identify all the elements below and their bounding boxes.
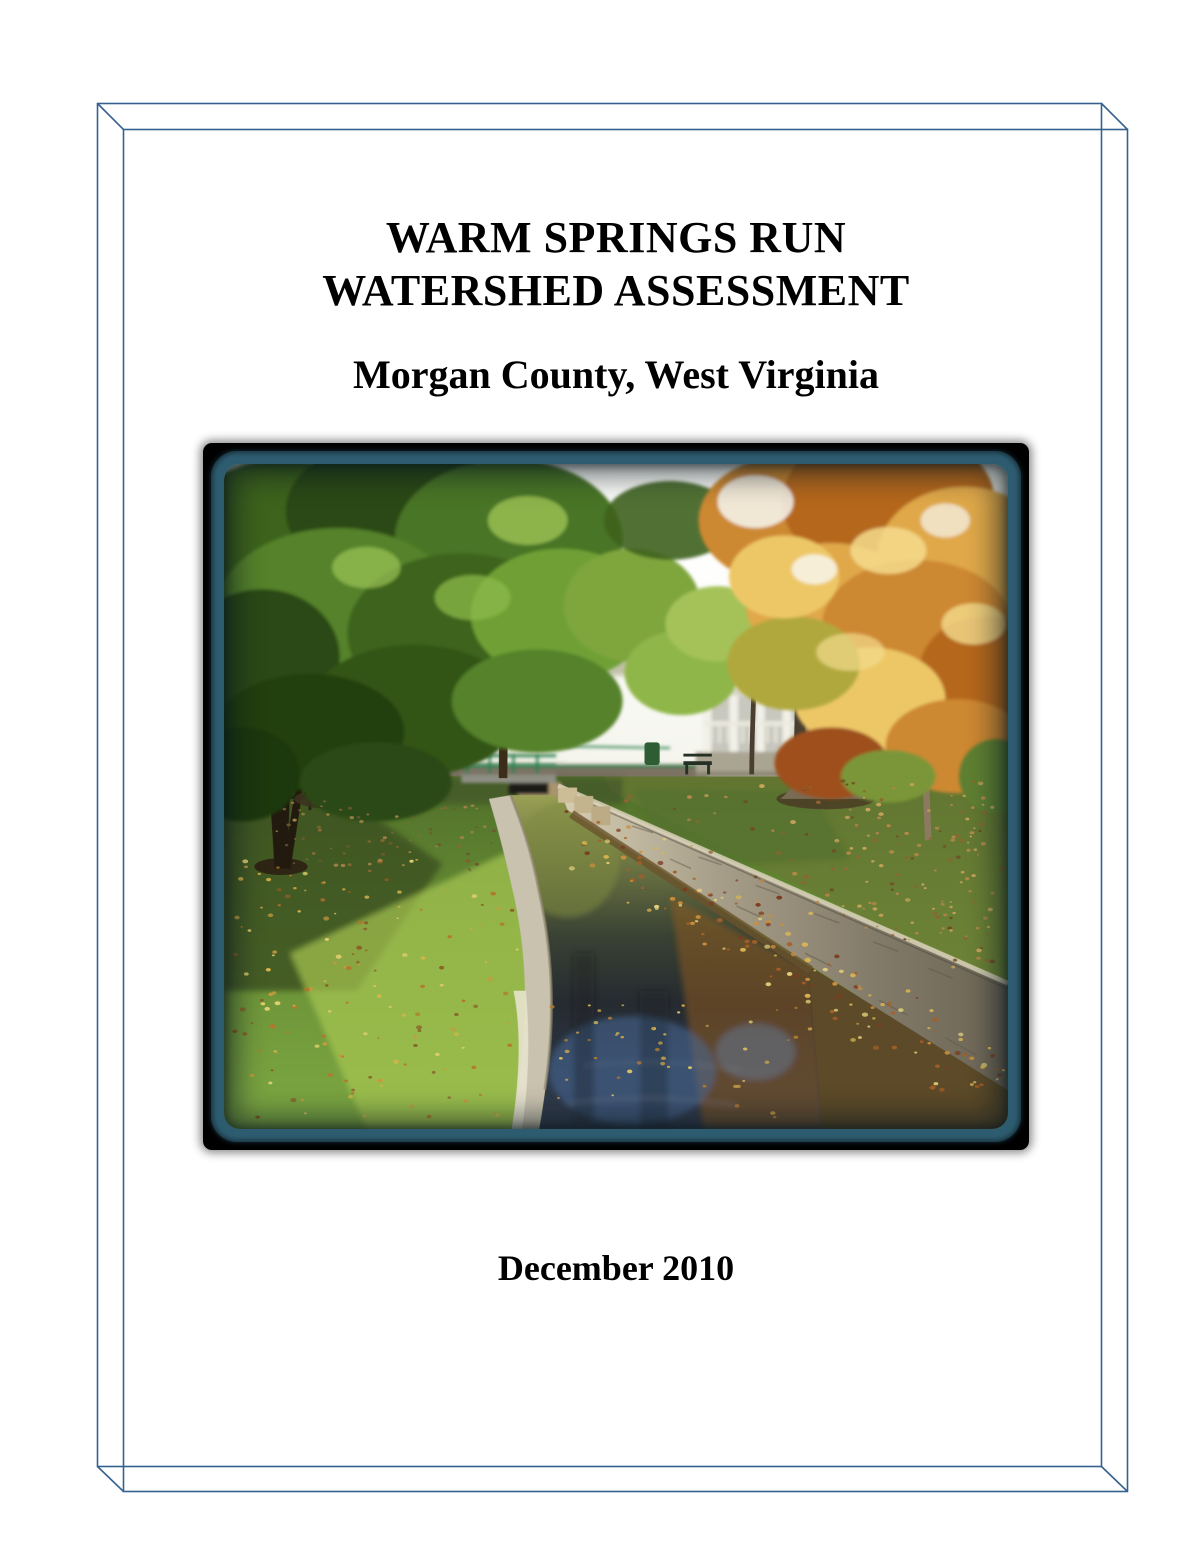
report-title	[28, 211, 1204, 317]
photo-scene	[224, 464, 1008, 1129]
cover-photo	[203, 443, 1029, 1150]
report-subtitle: Morgan County, West Virginia	[353, 352, 879, 397]
cover-content	[28, 0, 1204, 1566]
report-title-line1: WARM SPRINGS RUN	[385, 213, 847, 262]
cover-photo-canvas	[224, 464, 1008, 1129]
cover-photo-frame	[211, 451, 1021, 1142]
report-date: December 2010	[497, 1248, 735, 1288]
report-title-line2: WATERSHED ASSESSMENT	[322, 266, 910, 315]
